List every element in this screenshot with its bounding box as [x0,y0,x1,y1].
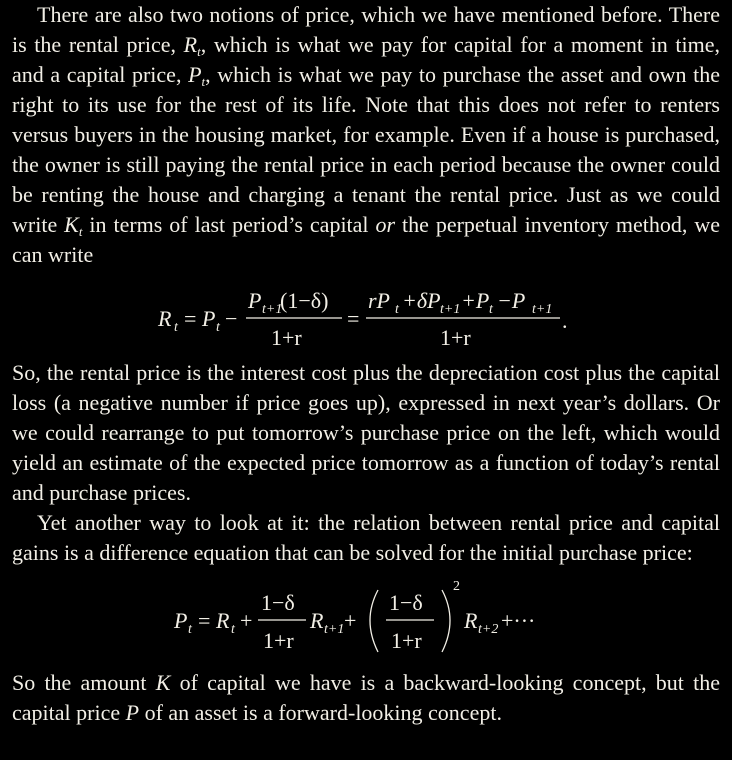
math-var-R: R [183,32,198,57]
eq2-plus-2: + [344,608,357,633]
paragraph-text: the perpetual inventory method, we can write [12,212,720,267]
paragraph-text: of capital we have is a backward-looking concept, but the capital price [12,670,720,725]
eq2-frac-den: 1+r [263,628,294,653]
eq2-frac2-den: 1+r [391,628,422,653]
eq2-lhs: P [174,608,188,633]
math-subscript: t [78,224,83,239]
eq1-den2: 1+r [440,325,471,350]
math-subscript: t [197,44,201,59]
eq1-num1-p: P [248,288,262,313]
eq1-num1-sub: t+1 [262,302,283,317]
eq1-lhs: R [158,306,172,331]
eq1-num2-a: rP [368,288,390,313]
paragraph-text: in terms of last period’s capital [82,212,376,237]
eq1-equals: = [184,306,197,331]
eq2-r: R [216,608,230,633]
eq2-frac2-num: 1−δ [389,590,423,615]
paragraph-text: , which is what we pay for capital for a moment in time, and a capital price, [12,32,720,87]
eq2-r-sub: t [231,622,235,637]
paragraph-rental-price-explained: So, the rental price is the interest cost plus the depreciation cost plus the capital loss (a negative number if price goes up), expressed in next year’s dollars. Or we could rearrange to put tomorrow’s purchase price on the left, which would yield an estimate of the expected price tomorrow as a function of today’s rental and purchase prices. [12,360,720,505]
eq1-num2-b: +δP [402,288,441,313]
eq2-plus: + [240,608,253,633]
eq2-exponent: 2 [453,579,460,594]
math-var-P: P [125,700,140,725]
eq2-lhs-sub: t [188,622,192,637]
math-subscript: t [201,74,206,89]
eq2-r3-sub: t+2 [478,622,499,637]
eq1-num2-d: −P [497,288,526,313]
eq1-minus: − [225,306,238,331]
paragraph-text: of an asset is a forward-looking concept. [139,700,502,725]
eq2-equals: = [198,608,211,633]
eq1-lhs-sub: t [174,320,178,335]
eq2-r2: R [310,608,324,633]
eq1-p: P [202,306,216,331]
paragraph-text: , which is what we pay to purchase the asset and own the right to its use for the rest of its life. Note that this does not refer to renters versus buyers in the housing market, for example. Even if a house is purchased, the owner is still paying the rental price in each period because the owner could be renting the house and charging a tenant the rental price. Just as we could write [12,62,720,237]
math-var-P: P [188,62,202,87]
eq1-den1: 1+r [271,325,302,350]
equation-capital-price [12,568,720,668]
eq2-frac-num: 1−δ [261,590,295,615]
eq1-num2-c-sub: t [489,302,493,317]
eq1-equals-2: = [347,306,360,331]
paragraph-notions-of-price [12,0,720,270]
emphasis-or: or [375,212,396,237]
eq2-left-paren [370,590,378,652]
eq2-right-paren [442,590,450,652]
eq2-r2-sub: t+1 [324,622,345,637]
eq1-num2-a-sub: t [395,302,399,317]
document-page [12,0,720,728]
eq1-num2-b-sub: t+1 [440,302,461,317]
paragraph-text: There are also two notions of price, which we have mentioned before. [37,2,663,27]
equation-capital-price-svg [12,568,720,668]
eq1-num2-c: +P [461,288,490,313]
equation-rental-price-svg [12,270,720,358]
eq1-num1-rest: (1−δ) [280,288,329,313]
eq2-tail: +··· [501,608,536,633]
math-var-K: K [155,670,171,695]
eq1-num2-d-sub: t+1 [532,302,553,317]
paragraph-capital-concepts [12,668,720,728]
eq1-p-sub: t [216,320,220,335]
math-var-K: K [64,212,79,237]
paragraph-text: So the amount [12,670,156,695]
equation-rental-price [12,270,720,358]
paragraph-text: There is the rental price, [12,2,720,57]
eq2-r3: R [464,608,478,633]
eq1-period: . [562,308,568,333]
paragraph-difference-equation: Yet another way to look at it: the relation between rental price and capital gains is a difference equation that can be solved for the initial purchase price: [12,510,720,565]
